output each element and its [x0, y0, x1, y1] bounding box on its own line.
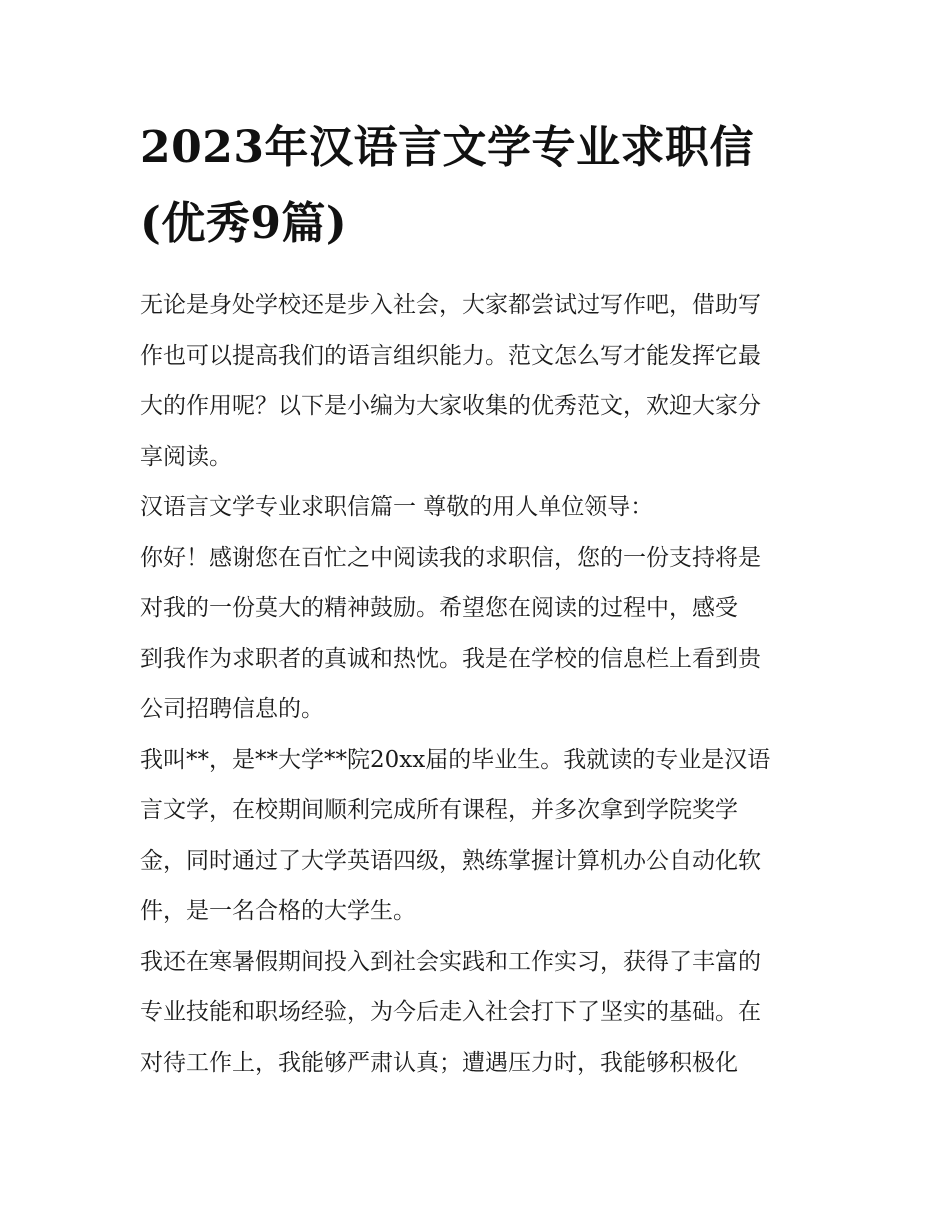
body-text [140, 280, 820, 1088]
title-line: 2023年汉语言文学专业求职信 [140, 122, 754, 173]
text-line: 公司招聘信息的。 [140, 696, 324, 722]
text-line: 对我的一份莫大的精神鼓励。希望您在阅读的过程中，感受 [140, 595, 738, 621]
text-line: 我还在寒暑假期间投入到社会实践和工作实习，获得了丰富的 [140, 948, 761, 975]
text-line: 言文学，在校期间顺利完成所有课程，并多次拿到学院奖学 [140, 797, 738, 823]
text-line: 你好！感谢您在百忙之中阅读我的求职信，您的一份支持将是 [140, 544, 761, 571]
title-line: (优秀9篇) [140, 198, 348, 249]
text-line: 享阅读。 [140, 443, 232, 470]
page-title [140, 110, 820, 262]
text-line: 作也可以提高我们的语言组织能力。范文怎么写才能发挥它最 [140, 342, 761, 369]
text-line: 件，是一名合格的大学生。 [140, 898, 416, 924]
text-line: 专业技能和职场经验，为今后走入社会打下了坚实的基础。在 [140, 999, 761, 1025]
text-line: 大的作用呢？以下是小编为大家收集的优秀范文，欢迎大家分 [140, 393, 761, 419]
text-line: 汉语言文学专业求职信篇一 尊敬的用人单位领导： [140, 494, 654, 520]
text-line: 我叫**，是**大学**院20xx届的毕业生。我就读的专业是汉语 [140, 746, 771, 773]
text-line: 无论是身处学校还是步入社会，大家都尝试过写作吧，借助写 [140, 292, 761, 318]
text-line: 对待工作上，我能够严肃认真；遭遇压力时，我能够积极化 [140, 1049, 738, 1076]
text-line: 到我作为求职者的真诚和热忱。我是在学校的信息栏上看到贵 [140, 645, 761, 672]
text-line: 金，同时通过了大学英语四级，熟练掌握计算机办公自动化软 [140, 847, 761, 874]
